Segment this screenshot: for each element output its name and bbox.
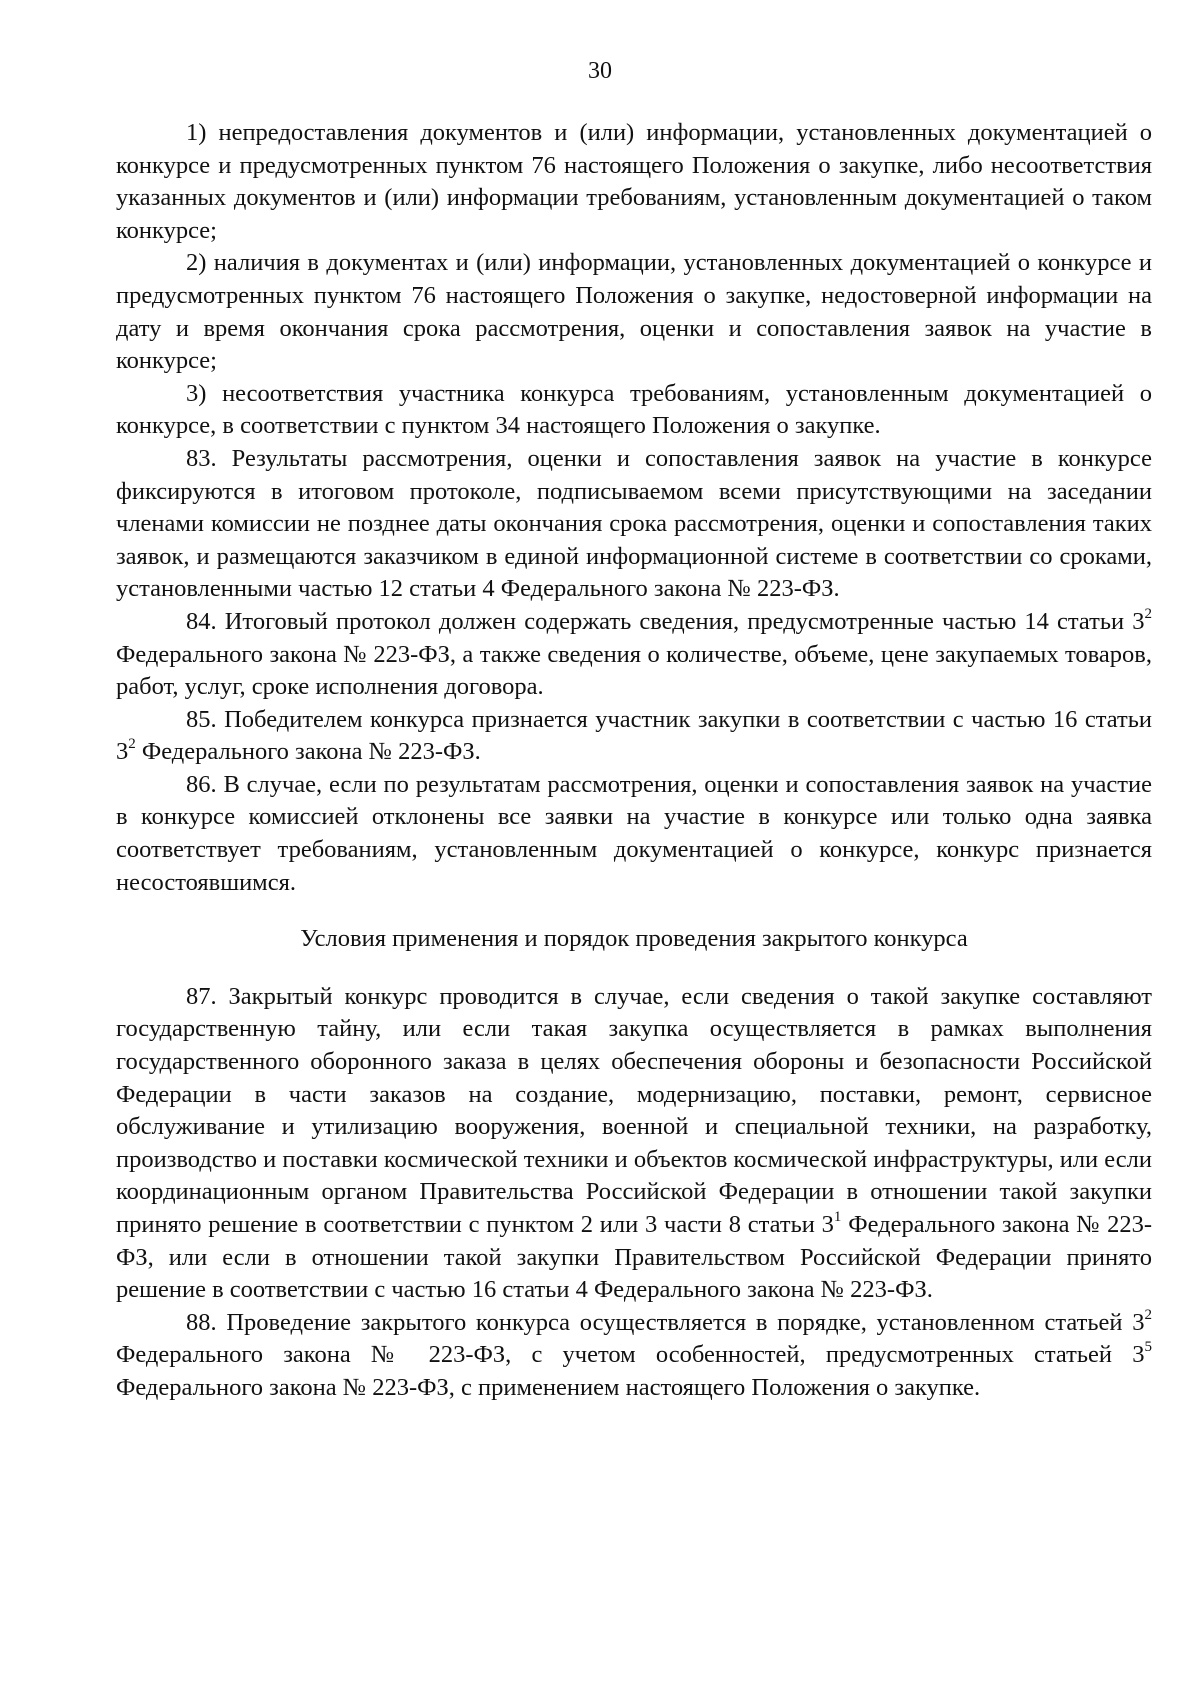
paragraph-text: 3) несоответствия участника конкурса требованиям, установленным документацией о конкурсе, в соответствии с пунктом 34 настоящего Положения о закупке.	[116, 379, 1152, 440]
page-number: 30	[588, 58, 612, 84]
paragraph-83	[116, 443, 1152, 606]
superscript: 2	[1144, 605, 1152, 622]
paragraph-text: 86. В случае, если по результатам рассмотрения, оценки и сопоставления заявок на участие в конкурсе комиссией отклонены все заявки на участие в конкурсе или только одна заявка соответствует требованиям, установленным документацией о конкурсе, конкурс признается несостоявшимся.	[116, 770, 1152, 896]
paragraph-text: Федерального закона № 223-ФЗ, а также сведения о количестве, объеме, цене закупаемых товаров, работ, услуг, сроке исполнения договора.	[116, 640, 1152, 701]
paragraph-86	[116, 769, 1152, 899]
paragraph-87	[116, 981, 1152, 1307]
superscript: 2	[1144, 1306, 1152, 1323]
paragraph-text: 1) непредоставления документов и (или) информации, установленных документацией о конкурсе и предусмотренных пунктом 76 настоящего Положения о закупке, либо несоответствия указанных документов и (или) информации требованиям, установленным документацией о таком конкурсе;	[116, 119, 1152, 244]
paragraph-text: Федерального закона № 223-ФЗ, или если в отношении такой закупки Правительством Российской Федерации принято решение в соответствии с частью 16 статьи 4 Федерального закона № 223-ФЗ.	[116, 1211, 1152, 1304]
paragraph-text: Федерального закона № 223-ФЗ.	[135, 738, 481, 766]
paragraph-85	[116, 704, 1152, 769]
paragraph-text: 83. Результаты рассмотрения, оценки и сопоставления заявок на участие в конкурсе фиксируются в итоговом протоколе, подписываемом всеми присутствующими на заседании членами комиссии не позднее даты окончания срока рассмотрения, оценки и сопоставления таких заявок, и размещаются заказчиком в единой информационной системе в соответствии со сроками, установленными частью 12 статьи 4 Федерального закона № 223-ФЗ.	[116, 444, 1152, 603]
paragraph-88	[116, 1307, 1152, 1405]
paragraph-text: 84. Итоговый протокол должен содержать сведения, предусмотренные частью 14 статьи 3	[186, 607, 1145, 635]
paragraph-text: Федерального закона № 223-ФЗ, с применением настоящего Положения о закупке.	[116, 1373, 981, 1401]
paragraph-text: Федерального закона № 223-ФЗ, с учетом особенностей, предусмотренных статьей 3	[116, 1341, 1145, 1369]
paragraph-text: 88. Проведение закрытого конкурса осуществляется в порядке, установленном статьей 3	[186, 1308, 1145, 1336]
paragraph-text: 2) наличия в документах и (или) информации, установленных документацией о конкурсе и предусмотренных пунктом 76 настоящего Положения о закупке, недостоверной информации на дату и время окончания срока рассмотрения, оценки и сопоставления заявок на участие в конкурсе;	[116, 249, 1152, 375]
paragraph-item-2	[116, 247, 1152, 377]
paragraph-item-3	[116, 378, 1152, 443]
paragraph-text: 85. Победителем конкурса признается участник закупки в соответствии с частью 16 статьи 3	[116, 705, 1152, 766]
paragraph-item-1	[116, 117, 1152, 247]
superscript: 1	[833, 1209, 842, 1225]
superscript: 5	[1144, 1339, 1152, 1356]
superscript: 2	[128, 736, 136, 753]
paragraph-text: 87. Закрытый конкурс проводится в случае, если сведения о такой закупке составляют государственную тайну, или если такая закупка осуществляется в рамках выполнения государственного оборонного заказа в целях обеспечения обороны и безопасности Российской Федерации в части заказов на создание, модернизацию, поставки, ремонт, сервисное обслуживание и утилизацию вооружения, военной и специальной техники, на разработку, производство и поставки космической техники и объектов космической инфраструктуры, или если координационным органом Правительства Российской Федерации в отношении такой закупки принято решение в соответствии с пунктом 2 или 3 части 8 статьи 3	[116, 982, 1152, 1238]
section-heading: Условия применения и порядок проведения закрытого конкурса	[300, 925, 968, 953]
document-body	[116, 117, 1152, 1405]
paragraph-84	[116, 606, 1152, 704]
